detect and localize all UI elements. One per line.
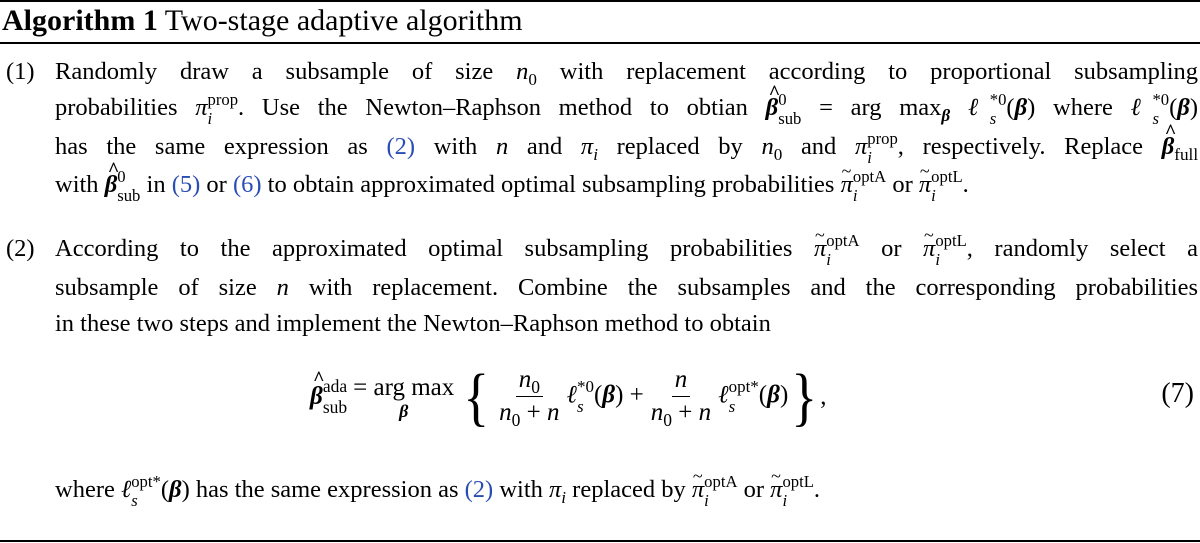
equation-ref-link[interactable]: (5) bbox=[171, 171, 201, 199]
equation-ref-link[interactable]: (2) bbox=[464, 476, 494, 503]
equation-ref-link[interactable]: (2) bbox=[386, 132, 416, 160]
step-number: (1) bbox=[6, 58, 35, 85]
title-rule bbox=[0, 42, 1200, 44]
equation-7 bbox=[0, 358, 1200, 438]
step-line: subsample of size n with replacement. Combine the subsamples and the corresponding probabilities bbox=[55, 273, 1199, 301]
step-1 bbox=[0, 54, 1198, 206]
fraction: $\frac{n_0}{n_0 + n}$ bbox=[499, 366, 560, 431]
step-2 bbox=[0, 231, 1198, 342]
algorithm-label: Algorithm 1 bbox=[2, 4, 158, 37]
equation-ref-link[interactable]: (6) bbox=[232, 171, 262, 199]
equation-number: (7) bbox=[1161, 378, 1194, 409]
step-line: According to the approximated optimal subsampling probabilities ~ π optA i or ~ π optL i , randomly select a bbox=[55, 231, 1198, 270]
equation-body: ^ β ada sub = arg max β { $\frac{n_0}{n_0 + n}$ ℓ *0 s (β) + $\frac{n}{n_0 + n}$ ℓ opt* s (β) } , bbox=[310, 366, 826, 427]
fraction: $\frac{n}{n_0 + n}$ bbox=[650, 366, 712, 431]
step-body bbox=[55, 54, 1198, 206]
step-line: probabilities π prop i . Use the Newton–Raphson method to obtian ^ β 0 sub = arg $\max_\beta$ ℓ *0 s (β) where ℓ *0 s (β) bbox=[55, 90, 1198, 129]
algorithm-name: Two-stage adaptive algorithm bbox=[164, 4, 523, 37]
algorithm-title bbox=[2, 2, 523, 40]
step-line: Randomly draw a subsample of size $n_0$ with replacement according to proportional subsampling bbox=[55, 58, 1199, 89]
argmax-operator: = arg max β bbox=[353, 373, 455, 421]
step-line: in these two steps and implement the Newton–Raphson method to obtain bbox=[55, 309, 771, 337]
left-brace: { bbox=[463, 360, 490, 433]
where-clause: where ℓ opt* s (β) has the same expression as (2) with $\pi_i$ replaced by ~ π optA i or ~ π optL i . bbox=[55, 472, 820, 511]
bottom-rule bbox=[0, 540, 1200, 542]
right-brace: } bbox=[791, 360, 818, 433]
step-number: (2) bbox=[6, 235, 35, 262]
step-body bbox=[55, 231, 1198, 342]
step-line: has the same expression as (2) with n and $\pi_i$ replaced by $n_0$ and π prop i , respectively. Replace ^ $\beta_{full}$ bbox=[55, 129, 1198, 168]
step-line: with ^ β 0 sub in (5) or (6) to obtain approximated optimal subsampling probabilities ~ π optA i or ~ π optL i . bbox=[55, 167, 1198, 206]
